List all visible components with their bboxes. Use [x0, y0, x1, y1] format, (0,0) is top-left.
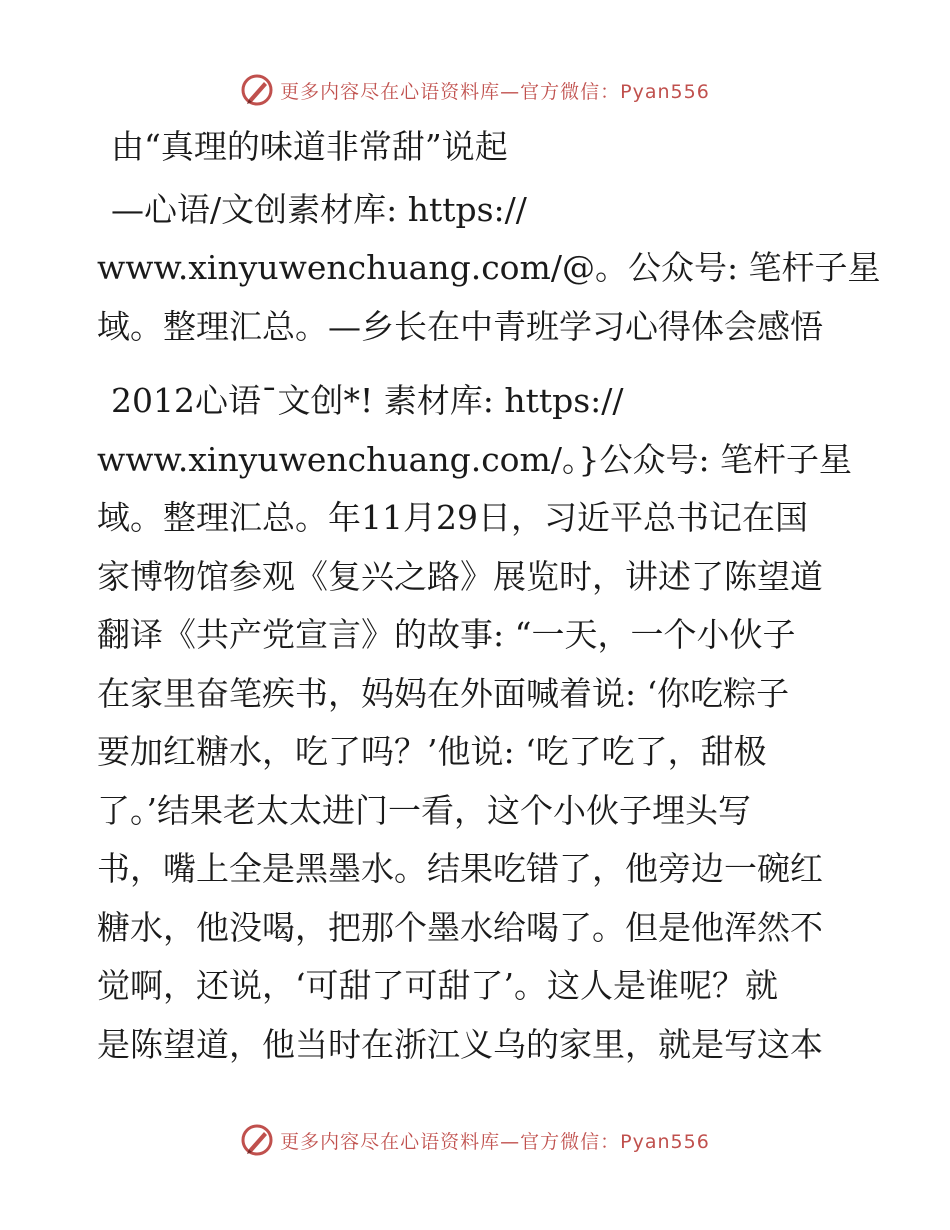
- text-line: —心语/文创素材库: https://: [111, 189, 527, 229]
- pen-logo-icon: [240, 1123, 274, 1157]
- text-line: 家博物馆参观《复兴之路》展览时，讲述了陈望道: [97, 556, 823, 596]
- text-line: 翻译《共产党宣言》的故事: “一天，一个小伙子: [97, 615, 796, 654]
- document-title: 由“真理的味道非常甜”说起: [111, 127, 508, 166]
- pen-logo-icon: [240, 73, 274, 107]
- text-line: 糖水，他没喝，把那个墨水给喝了。但是他浑然不: [97, 907, 823, 947]
- header-banner: [0, 70, 950, 110]
- header-banner-text: 更多内容尽在心语资料库—官方微信：Pyan556: [280, 80, 710, 103]
- text-line: 书，嘴上全是黑墨水。结果吃错了，他旁边一碗红: [97, 849, 823, 888]
- text-line: 在家里奋笔疾书，妈妈在外面喊着说: ‘你吃粽子: [97, 673, 790, 713]
- text-line: 2012心语¯文创*! 素材库: https://: [111, 381, 624, 420]
- footer-banner-text: 更多内容尽在心语资料库—官方微信：Pyan556: [280, 1130, 710, 1153]
- footer-banner: [0, 1120, 950, 1160]
- text-line: 要加红糖水，吃了吗？’他说: ‘吃了吃了，甜极: [97, 732, 767, 771]
- document-body: [97, 118, 881, 1074]
- text-line: 域。整理汇总。年11月29日，习近平总书记在国: [97, 498, 808, 537]
- text-line: www.xinyuwenchuang.com/。}公众号: 笔杆子星: [97, 439, 853, 479]
- text-line: 觉啊，还说，‘可甜了可甜了’。这人是谁呢？就: [97, 966, 778, 1005]
- text-line: 是陈望道，他当时在浙江义乌的家里，就是写这本: [97, 1024, 823, 1064]
- text-line: 域。整理汇总。—乡长在中青班学习心得体会感悟: [97, 306, 823, 346]
- text-line: www.xinyuwenchuang.com/@。公众号: 笔杆子星: [97, 248, 881, 287]
- text-line: 了。’结果老太太进门一看，这个小伙子埋头写: [97, 790, 751, 830]
